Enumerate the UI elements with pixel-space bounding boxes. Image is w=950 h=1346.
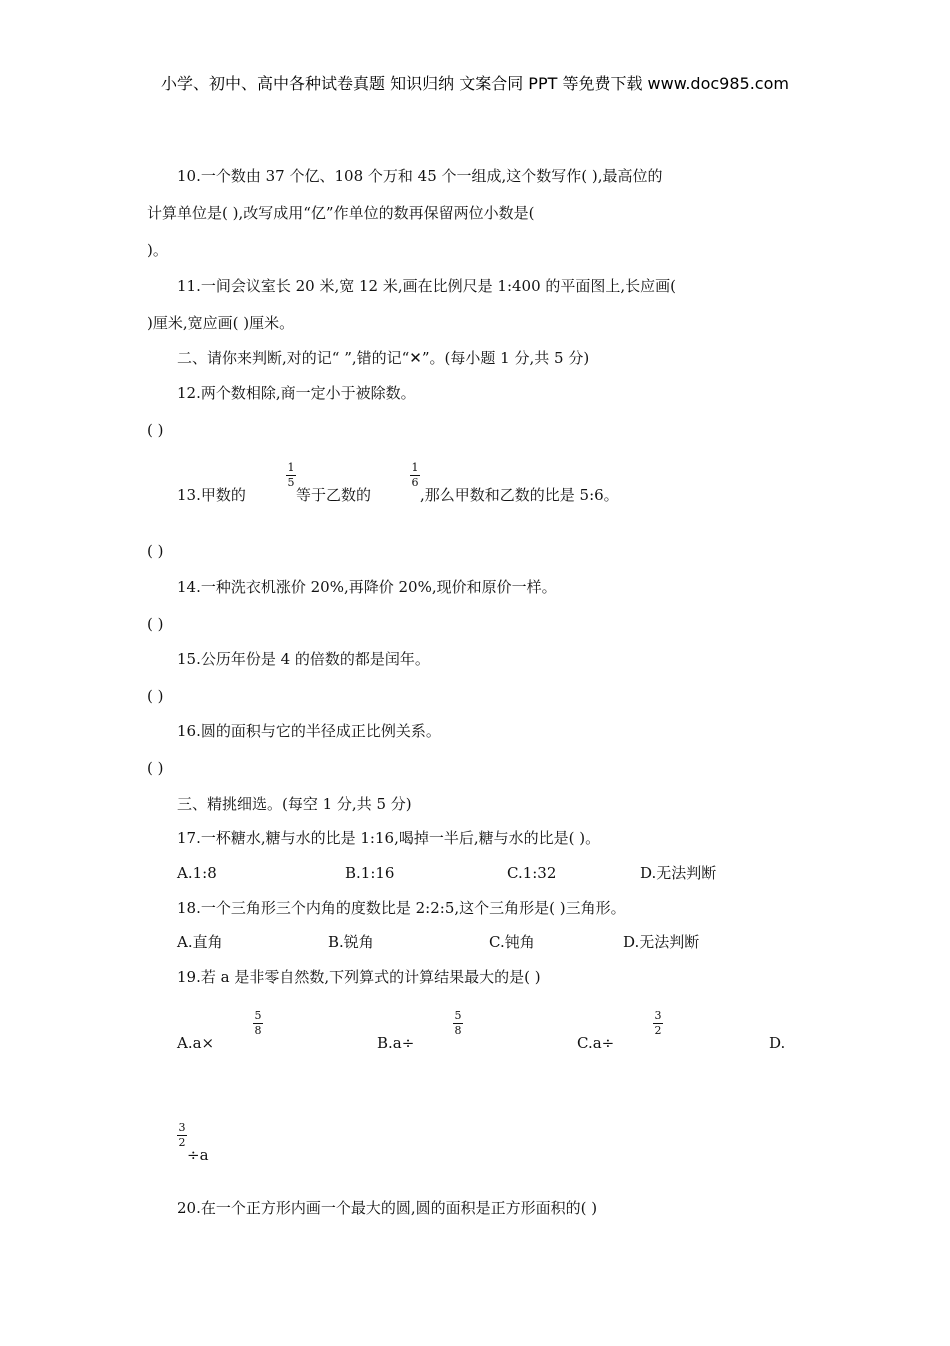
q13-frac2-den: 6 bbox=[411, 476, 419, 489]
q19-fraction-a bbox=[253, 1010, 263, 1037]
q17-option-d: D.无法判断 bbox=[640, 864, 717, 882]
q19-fracA-num: 5 bbox=[254, 1009, 262, 1022]
q13-frac1-den: 5 bbox=[287, 476, 295, 489]
q19-fracC-num: 3 bbox=[654, 1009, 662, 1022]
q18-option-c: C.钝角 bbox=[489, 933, 535, 951]
q13-text-c: ,那么甲数和乙数的比是 5:6。 bbox=[420, 486, 619, 504]
q13-fraction-2 bbox=[410, 462, 420, 489]
q10-line2: 计算单位是( ),改写成用“亿”作单位的数再保留两位小数是( bbox=[147, 204, 535, 222]
q19-option-a: A.a× bbox=[177, 1034, 215, 1052]
q11-line1: 11.一间会议室长 20 米,宽 12 米,画在比例尺是 1:400 的平面图上,长应画( bbox=[177, 277, 677, 295]
q19-fracA-den: 8 bbox=[254, 1024, 262, 1037]
q15-answer-blank: ( ) bbox=[147, 687, 164, 705]
q19-fraction-d bbox=[177, 1122, 187, 1149]
q13-text-a: 13.甲数的 bbox=[177, 486, 246, 504]
q14-answer-blank: ( ) bbox=[147, 615, 164, 633]
q19-option-b: B.a÷ bbox=[377, 1034, 415, 1052]
q15-text: 15.公历年份是 4 的倍数的都是闰年。 bbox=[177, 650, 430, 668]
q12-text: 12.两个数相除,商一定小于被除数。 bbox=[177, 384, 416, 402]
q19-fracD-den: 2 bbox=[178, 1136, 186, 1149]
q13-answer-blank: ( ) bbox=[147, 542, 164, 560]
q19-option-d-tail: ÷a bbox=[187, 1146, 209, 1164]
page-header: 小学、初中、高中各种试卷真题 知识归纳 文案合同 PPT 等免费下载 www.doc985.com bbox=[161, 74, 789, 93]
q19-option-d: D. bbox=[769, 1034, 786, 1052]
q12-answer-blank: ( ) bbox=[147, 421, 164, 439]
q16-answer-blank: ( ) bbox=[147, 759, 164, 777]
q17-option-a: A.1:8 bbox=[177, 864, 217, 882]
q13-frac1-num: 1 bbox=[287, 461, 295, 474]
q19-fracB-den: 8 bbox=[454, 1024, 462, 1037]
q13-text-b: 等于乙数的 bbox=[296, 486, 372, 504]
q19-option-c: C.a÷ bbox=[577, 1034, 615, 1052]
q19-fraction-b bbox=[453, 1010, 463, 1037]
q17-option-c: C.1:32 bbox=[507, 864, 557, 882]
q14-text: 14.一种洗衣机涨价 20%,再降价 20%,现价和原价一样。 bbox=[177, 578, 557, 596]
q17-text: 17.一杯糖水,糖与水的比是 1:16,喝掉一半后,糖与水的比是( )。 bbox=[177, 829, 601, 847]
q19-fracC-den: 2 bbox=[654, 1024, 662, 1037]
q17-option-b: B.1:16 bbox=[345, 864, 395, 882]
q10-line3: )。 bbox=[147, 241, 168, 259]
q20-text: 20.在一个正方形内画一个最大的圆,圆的面积是正方形面积的( ) bbox=[177, 1199, 598, 1217]
q16-text: 16.圆的面积与它的半径成正比例关系。 bbox=[177, 722, 441, 740]
q18-option-d: D.无法判断 bbox=[623, 933, 700, 951]
q10-line1: 10.一个数由 37 个亿、108 个万和 45 个一组成,这个数写作( ),最高位的 bbox=[177, 167, 663, 185]
q19-fracB-num: 5 bbox=[454, 1009, 462, 1022]
section2-heading: 二、请你来判断,对的记“ ”,错的记“✕”。(每小题 1 分,共 5 分) bbox=[177, 349, 590, 367]
q11-line2: )厘米,宽应画( )厘米。 bbox=[147, 314, 295, 332]
q18-option-a: A.直角 bbox=[177, 933, 223, 951]
q19-fracD-num: 3 bbox=[178, 1121, 186, 1134]
section3-heading: 三、精挑细选。(每空 1 分,共 5 分) bbox=[177, 795, 412, 813]
q13-frac2-num: 1 bbox=[411, 461, 419, 474]
q18-option-b: B.锐角 bbox=[328, 933, 374, 951]
q19-text: 19.若 a 是非零自然数,下列算式的计算结果最大的是( ) bbox=[177, 968, 541, 986]
q13-fraction-1 bbox=[286, 462, 296, 489]
q18-text: 18.一个三角形三个内角的度数比是 2:2:5,这个三角形是( )三角形。 bbox=[177, 899, 626, 917]
q19-fraction-c bbox=[653, 1010, 663, 1037]
